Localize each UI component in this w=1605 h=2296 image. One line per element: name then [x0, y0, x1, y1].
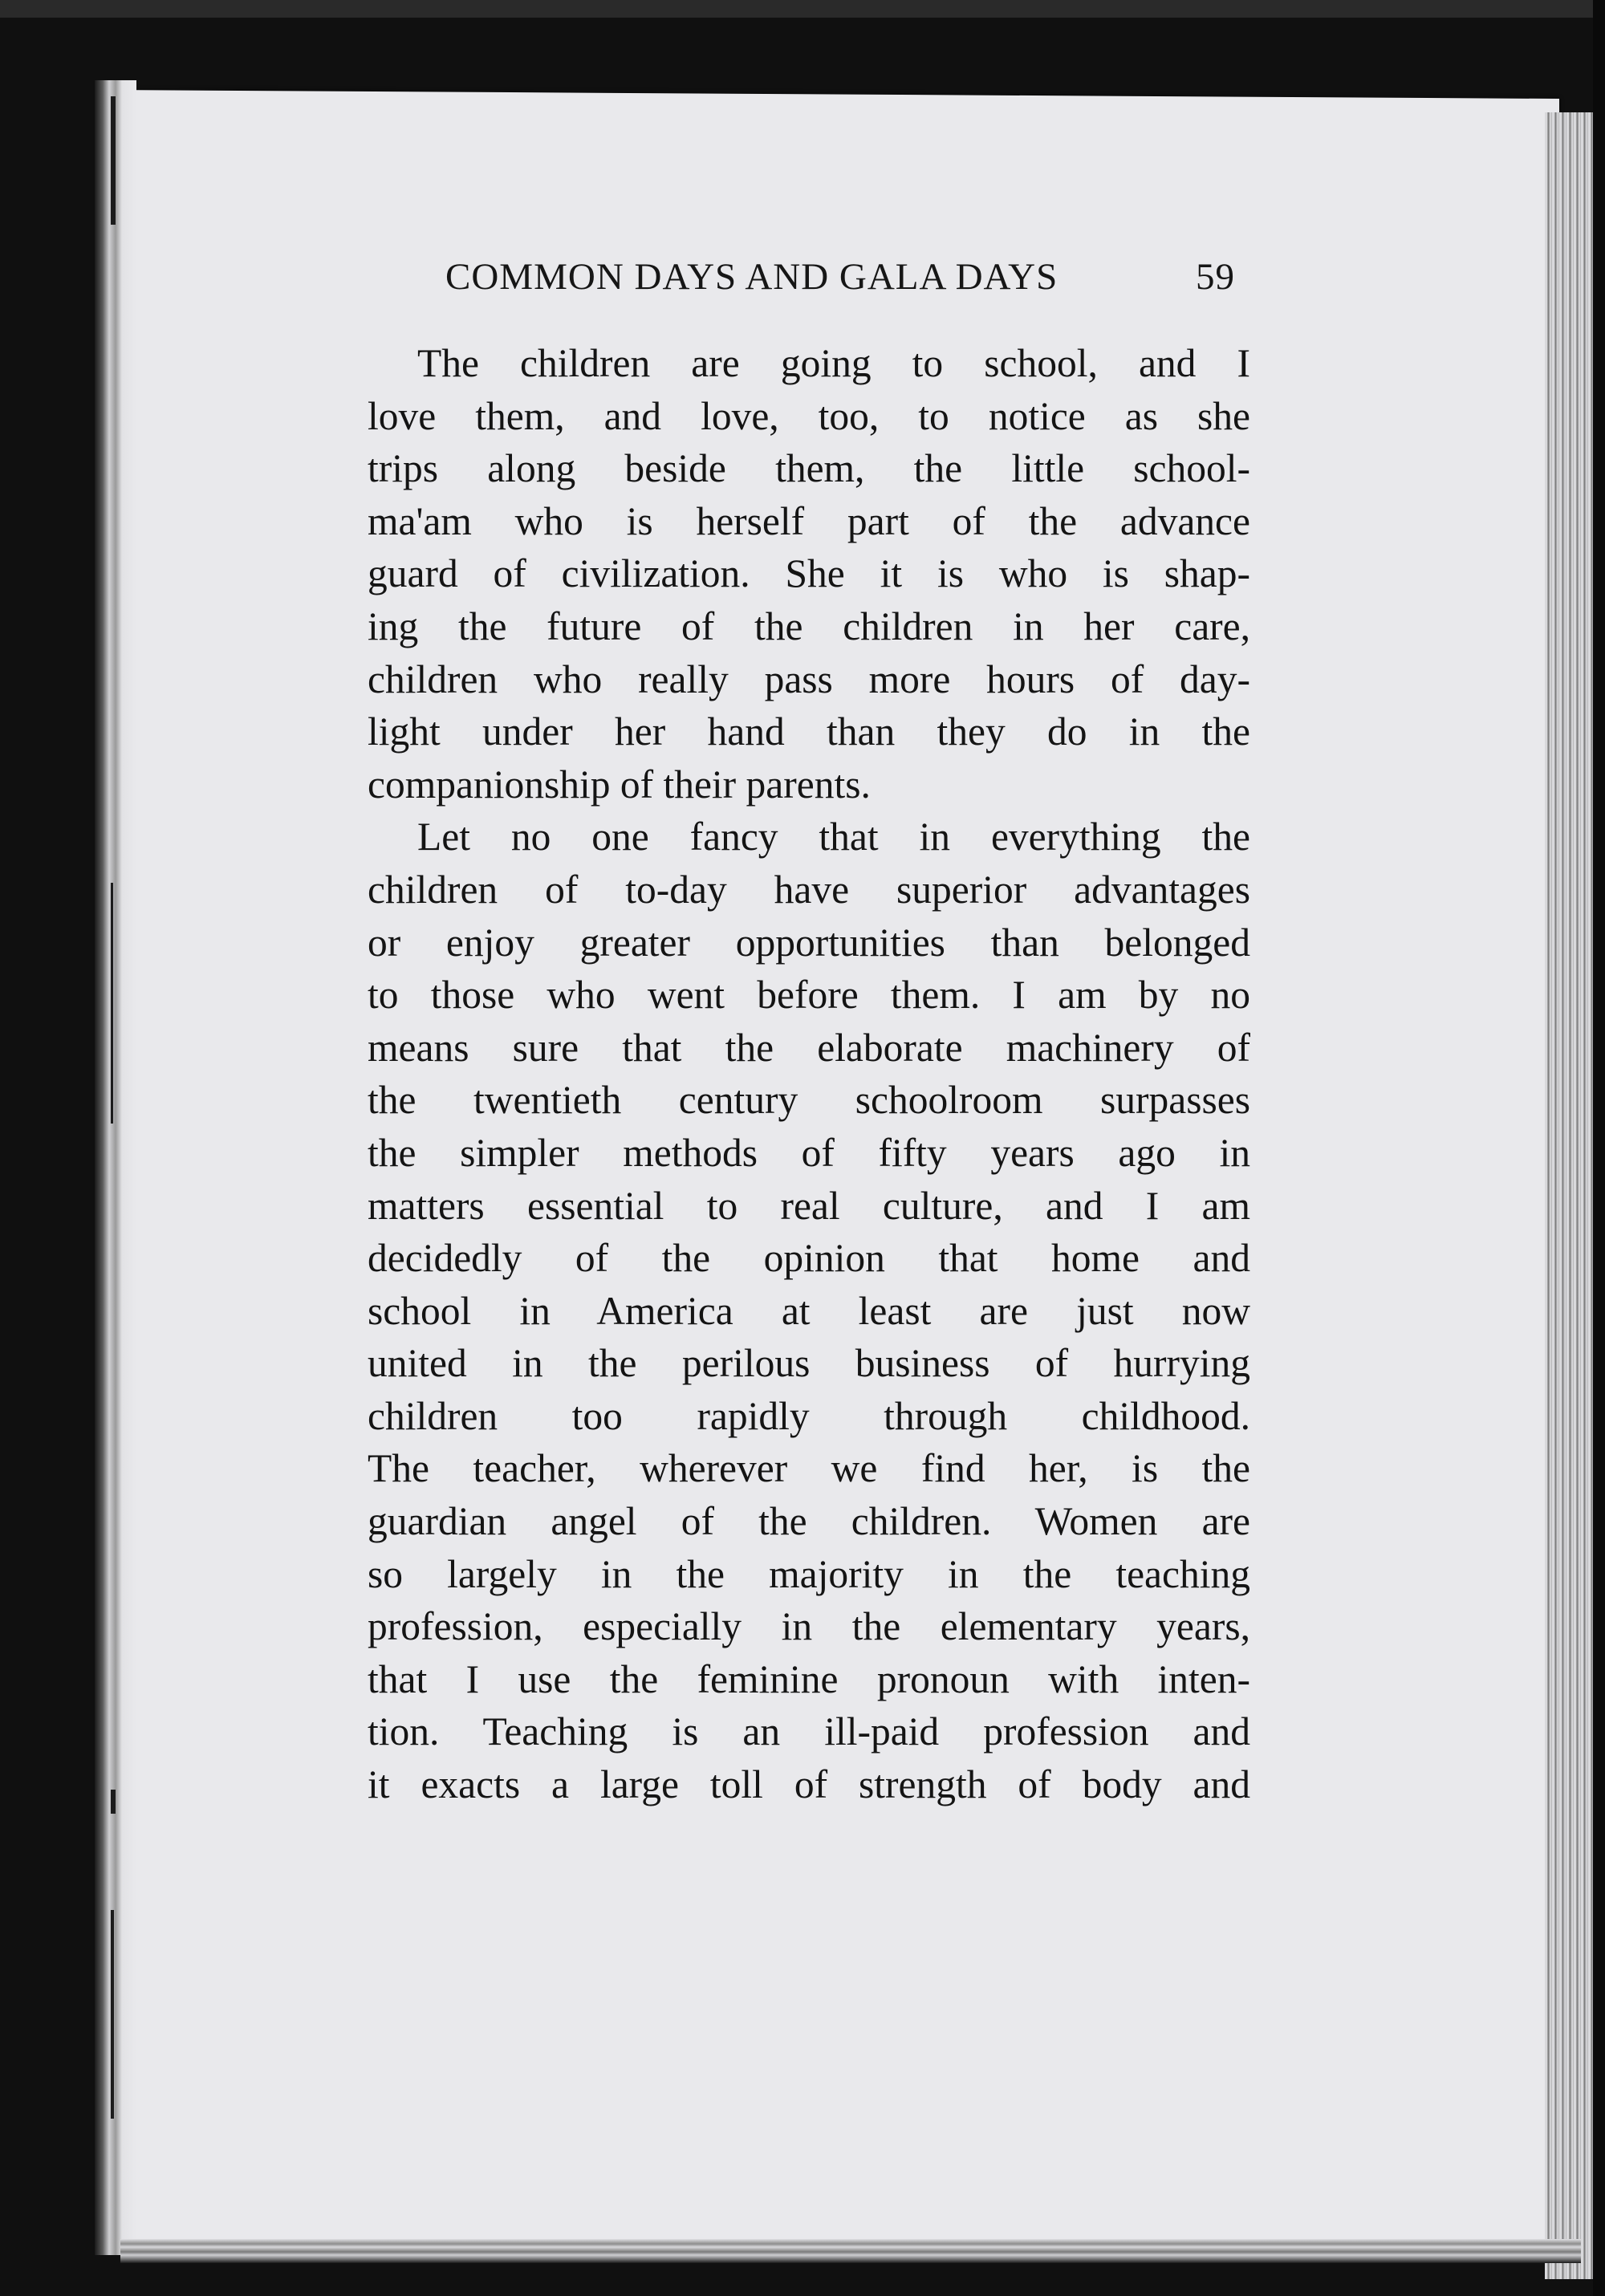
- text-line: Let no one fancy that in everything the: [417, 815, 1250, 859]
- text-line: trips along beside them, the little school-: [368, 446, 1250, 491]
- text-line: children of to-day have superior advantages: [368, 867, 1250, 912]
- text-line: school in America at least are just now: [368, 1288, 1250, 1333]
- paragraph: [368, 811, 1250, 1810]
- text-line: children who really pass more hours of day-: [368, 656, 1250, 701]
- text-line: it exacts a large toll of strength of body and: [368, 1762, 1250, 1807]
- text-line: or enjoy greater opportunities than belonged: [368, 920, 1250, 965]
- text-line: light under her hand than they do in the: [368, 709, 1250, 754]
- text-line: guardian angel of the children. Women are: [368, 1499, 1250, 1544]
- text-line: companionship of their parents.: [368, 762, 871, 807]
- text-line: the twentieth century schoolroom surpasses: [368, 1078, 1250, 1123]
- paragraph: [368, 337, 1250, 811]
- running-head: [445, 255, 1248, 299]
- text-line: so largely in the majority in the teaching: [368, 1551, 1250, 1596]
- scanner-right-edge: [1593, 0, 1605, 2296]
- text-line: guard of civilization. She it is who is shap-: [368, 551, 1250, 596]
- text-line: decidedly of the opinion that home and: [368, 1236, 1250, 1281]
- body-text: [368, 337, 1250, 1811]
- text-line: united in the perilous business of hurrying: [368, 1341, 1250, 1386]
- text-line: The children are going to school, and I: [417, 341, 1250, 385]
- text-line: ma'am who is herself part of the advance: [368, 498, 1250, 543]
- text-line: that I use the feminine pronoun with inten-: [368, 1656, 1250, 1701]
- text-line: love them, and love, too, to notice as she: [368, 393, 1250, 438]
- text-line: to those who went before them. I am by no: [368, 973, 1250, 1018]
- text-line: the simpler methods of fifty years ago in: [368, 1130, 1250, 1175]
- text-line: ing the future of the children in her care,: [368, 603, 1250, 648]
- binding-gutter: [95, 80, 136, 2255]
- gutter-mark: [111, 1910, 114, 2119]
- text-line: The teacher, wherever we find her, is the: [368, 1446, 1250, 1491]
- page-number: 59: [1196, 256, 1235, 298]
- text-line: profession, especially in the elementary years,: [368, 1604, 1250, 1649]
- text-line: children too rapidly through childhood.: [368, 1393, 1250, 1438]
- text-line: means sure that the elaborate machinery of: [368, 1025, 1250, 1070]
- running-head-title: COMMON DAYS AND GALA DAYS: [445, 256, 1058, 298]
- text-line: matters essential to real culture, and I am: [368, 1183, 1250, 1228]
- gutter-mark: [111, 1790, 116, 1814]
- scanner-top-edge: [0, 0, 1605, 18]
- gutter-mark: [111, 883, 113, 1124]
- text-line: tion. Teaching is an ill-paid profession and: [368, 1709, 1250, 1754]
- gutter-mark: [111, 96, 116, 225]
- page-stack-bottom-edge: [120, 2239, 1581, 2263]
